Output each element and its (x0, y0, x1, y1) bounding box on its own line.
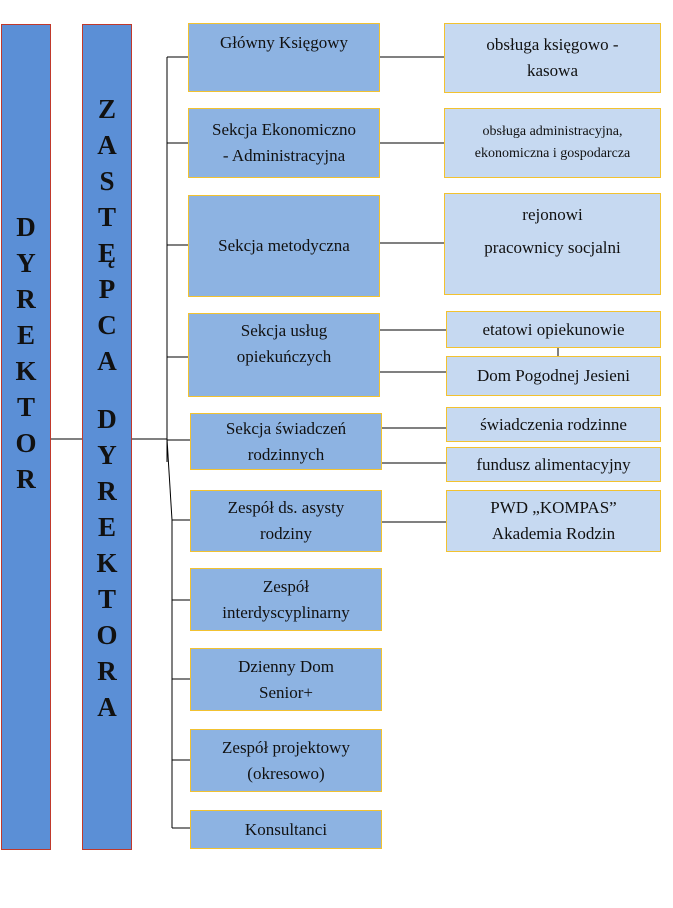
director-letter: D (16, 212, 36, 242)
unit-label: interdyscyplinarny (222, 602, 350, 622)
deputy-letter: Z (97, 94, 116, 124)
deputy-letter: D (97, 404, 117, 434)
unit-glowny-ksiegowy (188, 23, 380, 92)
subunit-label: ekonomiczna i gospodarcza (474, 146, 631, 161)
unit-label: - Administracyjna (222, 146, 346, 165)
unit-label: rodzinnych (247, 444, 325, 464)
deputy-letter: A (97, 346, 117, 376)
subunit-label: Akademia Rodzin (491, 524, 616, 543)
deputy-director-label (83, 96, 131, 730)
subunit-swiadczenia-rodzinne (446, 407, 661, 442)
director-letter: T (16, 392, 35, 422)
subunit-dom-pogodnej-jesieni (446, 356, 661, 396)
unit-label: (okresowo) (247, 763, 325, 783)
unit-label: Główny Księgowy (220, 33, 348, 52)
unit-label: Senior+ (259, 682, 313, 702)
unit-zespol-interdyscyplinarny (190, 568, 382, 631)
deputy-letter: O (96, 620, 118, 650)
subunit-label: obsługa księgowo - (486, 35, 619, 54)
subunit-label: rejonowi (522, 205, 583, 224)
unit-label: Zespół projektowy (222, 737, 350, 757)
deputy-letter: E (97, 512, 116, 542)
subunit-label: Dom Pogodnej Jesieni (477, 366, 630, 385)
deputy-letter: P (98, 274, 116, 304)
unit-zespol-asysty-rodziny (190, 490, 382, 552)
director-letter: R (16, 464, 36, 494)
unit-dzienny-dom-senior (190, 648, 382, 711)
subunit-label: kasowa (527, 61, 578, 80)
subunit-obsluga-administracyjna (444, 108, 661, 178)
subunit-label: fundusz alimentacyjny (476, 454, 631, 474)
deputy-letter: T (97, 584, 116, 614)
subunit-label: etatowi opiekunowie (482, 319, 625, 339)
subunit-rejonowi-pracownicy-socjalni (444, 193, 661, 295)
unit-label: Sekcja świadczeń (225, 418, 347, 438)
unit-label: opiekuńczych (236, 347, 332, 366)
connector-trunk-lower (167, 439, 172, 520)
director-letter: R (16, 284, 36, 314)
director-letter: K (15, 356, 37, 386)
subunit-label: świadczenia rodzinne (480, 414, 627, 434)
unit-label: Zespół (262, 576, 310, 596)
deputy-letter: K (96, 548, 118, 578)
unit-sekcja-ekonomiczno-administracyjna (188, 108, 380, 178)
deputy-letter: T (97, 202, 116, 232)
unit-sekcja-swiadczen-rodzinnych (190, 413, 382, 470)
unit-label: Zespół ds. asysty (227, 498, 345, 517)
deputy-letter: A (97, 130, 117, 160)
unit-label: Sekcja metodyczna (218, 236, 350, 255)
unit-zespol-projektowy (190, 729, 382, 792)
director-letter: Y (16, 248, 36, 278)
deputy-letter: C (97, 310, 117, 340)
subunit-label: PWD „KOMPAS” (490, 498, 617, 517)
director-letter: O (15, 428, 37, 458)
director-bar (1, 24, 51, 850)
unit-label: Dzienny Dom (238, 656, 334, 676)
unit-label: Sekcja usług (240, 321, 328, 340)
unit-label: rodziny (260, 524, 312, 543)
deputy-letter: Y (97, 440, 117, 470)
unit-sekcja-metodyczna (188, 195, 380, 297)
unit-label: Konsultanci (244, 819, 328, 839)
subunit-etatowi-opiekunowie (446, 311, 661, 348)
subunit-label: obsługa administracyjna, (482, 124, 623, 139)
deputy-letter: A (97, 692, 117, 722)
subunit-fundusz-alimentacyjny (446, 447, 661, 482)
subunit-label: pracownicy socjalni (484, 238, 621, 257)
unit-label: Sekcja Ekonomiczno (212, 120, 356, 139)
deputy-letter: R (97, 656, 117, 686)
director-label (2, 214, 50, 502)
deputy-letter: S (99, 166, 115, 196)
deputy-letter: R (97, 476, 117, 506)
unit-sekcja-uslug-opiekunczych (188, 313, 380, 397)
director-letter: E (16, 320, 35, 350)
deputy-director-bar (82, 24, 132, 850)
deputy-letter: Ę (97, 238, 116, 268)
subunit-obsluga-ksiegowo-kasowa (444, 23, 661, 93)
subunit-pwd-kompas-akademia-rodzin (446, 490, 661, 552)
unit-konsultanci (190, 810, 382, 849)
